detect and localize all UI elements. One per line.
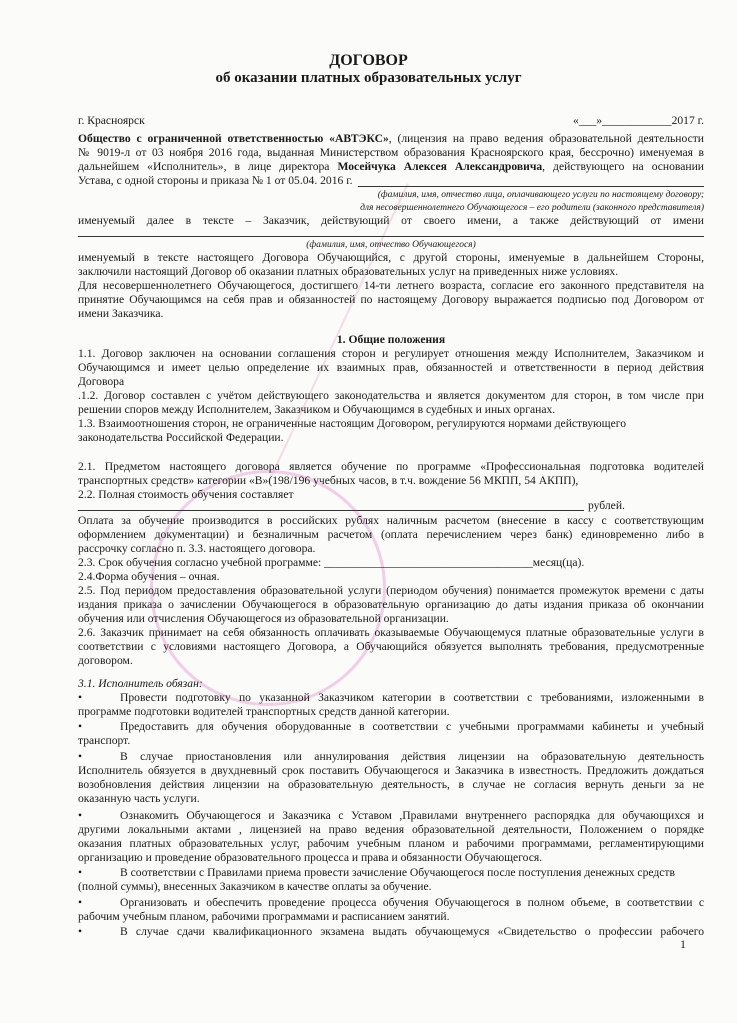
s3-bullet-line: В случае приостановления или аннулирования действия лицензии на образовательную деятельность [120, 750, 704, 763]
contract-date: «___»____________2017 г. [573, 114, 704, 127]
s2-line: транспортных средств» категории «В»(198/196 учебных часов, в т.ч. вождение 56 МКПП, 54 АКПП), [78, 474, 579, 487]
bullet-icon: • [78, 809, 83, 822]
s3-bullet-line: В соответствии с Правилами приема провести зачисление Обучающегося после поступления денежных средств [120, 866, 675, 879]
s1-line: решении споров между Исполнителем, Заказчиком и Обучающимся в судебных и иных органах. [78, 403, 556, 416]
intro-line-1: Общество с ограниченной ответственностью «АВТЭКС», (лицензия на право ведения образовательной деятельности [78, 132, 704, 145]
bullet-icon: • [78, 896, 83, 909]
intro-line-7: заключили настоящий Договор об оказании платных образовательных услуг на приведенных ниже условиях. [78, 265, 619, 278]
intro-line-9: принятие Обучающимся на себя прав и обязанностей по настоящему Договору выражается подписью под Договором от [78, 293, 704, 306]
bullet-icon: • [78, 691, 83, 704]
s3-subheader: 3.1. Исполнитель обязан: [78, 677, 203, 690]
s3-line: организацию и проведение образовательного процесса и права и обязанности Обучающегося. [78, 851, 543, 864]
intro-line-4: Устава, с одной стороны и приказа № 1 от 05.04. 2016 г. [78, 174, 353, 187]
s2-line: 2.5. Под периодом предоставления образовательной услуги (периодом обучения) понимается промежуток времени с даты [78, 584, 704, 597]
s2-line: обучения или отчисления Обучающегося из образовательной организации. [78, 612, 449, 625]
s1-line: законодательства Российской Федерации. [78, 431, 284, 444]
hint-payer: (фамилия, имя, отчество лица, оплачивающего услуги по настоящему договору; [377, 190, 704, 200]
place-date-line [78, 114, 704, 128]
s2-line: 2.6. Заказчик принимает на себя обязанность оплачивать оказываемые Обучающемуся платные образовательные услуги в [78, 626, 704, 639]
s2-line: 2.2. Полная стоимость обучения составляет [78, 488, 294, 501]
page-number: 1 [680, 937, 686, 951]
intro-line-2: № 9019-л от 03 ноября 2016 года, выданная Министерством образования Красноярского края, бессрочно) именуемая в [78, 146, 704, 159]
s2-line: 2.4.Форма обучения – очная. [78, 570, 220, 583]
s3-line: транспорт. [78, 734, 131, 747]
s1-line: Обучающимся и имеет целью определение их взаимных прав, обязанностей и ответственности в период действия [78, 361, 704, 374]
s2-line: Оплата за обучение производится в российских рублях наличным расчетом (внесение в кассу с соответствующим [78, 514, 704, 527]
hint-parent: для несовершеннолетнего Обучающегося – его родители (законного представителя) [360, 203, 704, 213]
bullet-icon: • [78, 750, 83, 763]
s3-bullet-line: Организовать и обеспечить проведение процесса обучения Обучающегося в полном объеме, в соответствии с [120, 896, 704, 909]
section-1-header: 1. Общие положения [336, 333, 446, 346]
s1-line: 1.1. Договор заключен на основании соглашения сторон и регулирует отношения между Исполнителем, Заказчиком и [78, 347, 704, 360]
s3-bullet-line: Ознакомить Обучающегося и Заказчика с Уставом ,Правилами внутреннего распорядка для обучающихся и [120, 809, 704, 822]
s3-line: (полной суммы), внесенных Заказчиком в качестве оплаты за обучение. [78, 880, 432, 893]
intro-line-5: именуемый далее в тексте – Заказчик, действующий от своего имени, а также действующий от имени [78, 214, 704, 227]
s2-rubles: рублей. [588, 499, 625, 512]
s2-line: соответствии с условиями настоящего Договора, а Обучающийся обязуется выполнять требования, предусмотренные [78, 640, 704, 653]
s2-line: оформлением документации) и безналичным расчетом (оплата перечислением через банк) единовременно либо в [78, 528, 704, 541]
s2-line: договором. [78, 654, 133, 667]
s3-bullet-line: В случае сдачи квалификационного экзамена выдать обучающемуся «Свидетельство о профессии рабочего [120, 925, 704, 938]
s3-line: программе подготовки водителей транспортных средств данной категории. [78, 705, 450, 718]
s3-line: оказанную часть услуги. [78, 792, 200, 805]
city: г. Красноярск [78, 114, 145, 127]
s2-line: рассрочку согласно п. 3.3. настоящего договора. [78, 542, 316, 555]
hint-student: (фамилия, имя, отчество Обучающегося) [306, 240, 476, 250]
s3-line: возобновления действия лицензии на образовательную деятельность, в случае не согласия вернуть деньги за не [78, 778, 704, 791]
s3-bullet-line: Предоставить для обучения оборудованные в соответствии с учебными программами кабинеты и учебный [120, 720, 704, 733]
s1-line: 1.3. Взаимоотношения сторон, не ограниченные настоящим Договором, регулируются нормами действующего [78, 417, 626, 430]
bullet-icon: • [78, 925, 83, 938]
bullet-icon: • [78, 866, 83, 879]
s1-line: .1.2. Договор составлен с учётом действующего законодательства и является документом для сторон, в том числе при [78, 389, 704, 402]
intro-line-3: дальнейшем «Исполнитель», в лице директора Мосейчука Алексея Александровича, действующего на основании [78, 160, 704, 173]
s2-line: 2.3. Срок обучения согласно учебной программе: ____________________________________месяц(ца). [78, 556, 585, 569]
intro-line-10: имени Заказчика. [78, 307, 164, 320]
document-title: ДОГОВОР [329, 52, 408, 69]
s2-line: издания приказа о зачислении Обучающегося в образовательную организацию до даты издания приказа об окончании [78, 598, 704, 611]
intro-line-8: Для несовершеннолетнего Обучающегося, достигшего 14-ти летнего возраста, согласие его законного представителя на [78, 279, 704, 292]
document-subtitle: об оказании платных образовательных услуг [215, 70, 522, 86]
s3-line: рабочим учебным планом, рабочими программами и расписанием занятий. [78, 910, 450, 923]
s1-line: Договора [78, 375, 125, 388]
s3-line: Исполнитель обязуется в двухдневный срок поставить Обучающегося и Заказчика в известность. Предложить дождаться [78, 764, 704, 777]
s3-line: другими локальными актами , лицензией на право ведения образовательной деятельности, Положением о порядке [78, 823, 704, 836]
s3-bullet-line: Провести подготовку по указанной Заказчиком категории в соответствии с требованиями, изложенными в [120, 691, 704, 704]
s3-line: оказания платных образовательных услуг, рабочим учебным планом и рабочими программами, регламентирующими [78, 837, 704, 850]
intro-line-6: именуемый в тексте настоящего Договора Обучающийся, с другой стороны, именуемые в дальнейшем Стороны, [78, 251, 704, 264]
bullet-icon: • [78, 720, 83, 733]
s2-line: 2.1. Предметом настоящего договора является обучение по программе «Профессиональная подготовка водителей [78, 460, 704, 473]
